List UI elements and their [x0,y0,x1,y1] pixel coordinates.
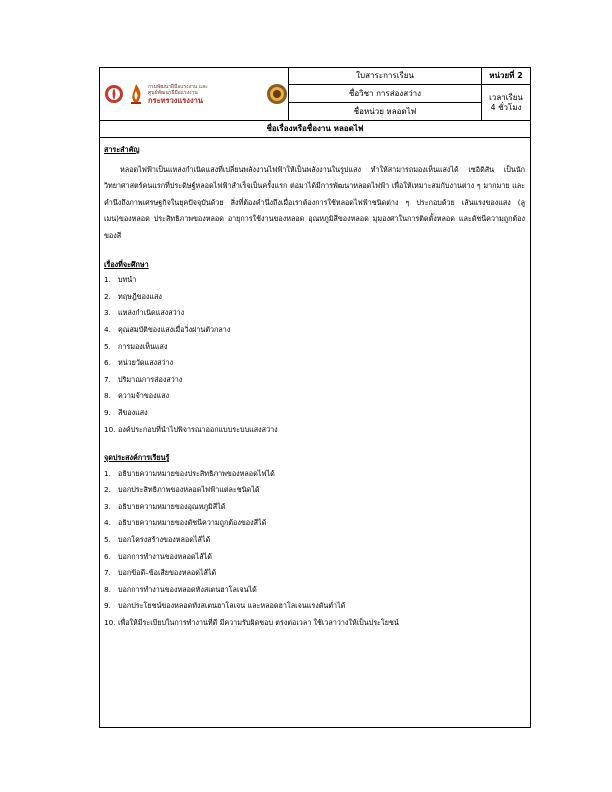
list-item: 7. บอกข้อดี–ข้อเสียของหลอดไส้ได้ [104,568,217,578]
essence-heading: สาระสำคัญ [104,145,140,154]
objectives-list [104,466,525,632]
list-item: 4. อธิบายความหมายของดัชนีความถูกต้องของสีได้ [104,518,267,528]
list-item: 1. บทนำ [104,275,137,285]
labour-ministry-flame-icon [128,82,144,106]
subject-name: ชื่อวิชา การส่องสว่าง [288,84,482,103]
ministry-logo-group [104,82,288,106]
list-item: 9. สีของแสง [104,407,148,417]
doc-title: ใบสาระการเรียน [288,67,482,85]
ministry-text [148,84,208,105]
list-item: 6. บอกการทำงานของหลอดไส้ได้ [104,551,212,561]
study-time [481,84,531,121]
time-label: เวลาเรียน [489,93,523,103]
unit-name: ชื่อหน่วย หลอดไฟ [288,102,482,121]
list-item: 5. การมองเห็นแสง [104,341,168,351]
list-item: 7. ปริมาณการส่องสว่าง [104,374,183,384]
ministry-name: กระทรวงแรงงาน [148,95,203,105]
list-item: 2. ทฤษฎีของแสง [104,291,162,301]
list-item: 6. หน่วยวัดแสงสว่าง [104,358,174,368]
list-item: 5. บอกโครงสร้างของหลอดไส้ได้ [104,535,211,545]
ministry-line-1: กรมพัฒนาฝีมือแรงงาน และ [148,83,208,90]
list-item: 1. อธิบายความหมายของประสิทธิภาพของหลอดไฟได้ [104,468,275,478]
list-item: 8. บอกการทำงานของหลอดทังสเตนฮาโลเจนได้ [104,584,257,594]
topics-list [104,272,525,438]
list-item: 4. คุณสมบัติของแสงเมื่อวิ่งผ่านตัวกลาง [104,324,231,334]
list-item: 3. อธิบายความหมายของอุณหภูมิสีได้ [104,501,226,511]
essence-paragraph: หลอดไฟฟ้าเป็นแหล่งกำเนิดแสงที่เปลี่ยนพลังงานไฟฟ้าให้เป็นพลังงานในรูปแสง ทำให้สามารถมองเห็นแสงได้ เซอิดิสัน เป็นนักวิทยาศาสตร์คนแรกที่ประดิษฐ์หลอดไฟฟ้าสำเร็จเป็นครั้งแรก ต่อมาได้มีการพัฒนาหลอดไฟฟ้า เพื่อให้เหมาะสมกับงานต่าง ๆ มากมาย และคำนึงถึงภาพเศรษฐกิจในยุคปัจจุบันด้วย สิ่งที่ต้องคำนึงถึงเมื่อเราต้องการใช้หลอดไฟฟ้าชนิดต่าง ๆ ประกอบด้วย เส้นแรงของแสง (ลูเมน)ของหลอด ประสิทธิภาพของหลอด อายุการใช้งานของหลอด อุณหภูมิสีของหลอด มุมองศาในการติดตั้งหลอด และดัชนีความถูกต้องของสี [104,164,525,240]
topic-title: ชื่อเรื่องหรือชื่องาน หลอดไฟ [99,120,531,138]
objectives-heading: จุดประสงค์การเรียนรู้ [104,453,170,463]
list-item: 2. บอกประสิทธิภาพของหลอดไฟฟ้าแต่ละชนิดได้ [104,485,260,495]
list-item: 10. องค์ประกอบที่นำไปพิจารณาออกแบบระบบแสงสว่าง [104,424,278,434]
document-body [104,143,525,632]
list-item: 10. เพื่อให้มีระเบียบในการทำงานที่ดี มีความรับผิดชอบ ตรงต่อเวลา ใช้เวลาว่างให้เป็นประโยชน์ [104,618,399,628]
list-item: 3. แหล่งกำเนิดแสงสว่าง [104,308,185,318]
logo-cell [99,67,289,121]
topics-heading: เรื่องที่จะศึกษา [104,259,149,269]
unit-number: หน่วยที่ 2 [481,67,531,85]
dsd-emblem-icon [104,82,124,106]
time-value: 4 ชั่วโมง [490,102,522,112]
institute-seal-icon [266,83,288,105]
list-item: 9. บอกประโยชน์ของหลอดทังสเตนฮาโลเจน และหลอดฮาโลเจนแรงดันต่ำได้ [104,601,346,611]
ministry-line-2: ศูนย์พัฒนาฝีมือแรงงาน [148,89,198,96]
list-item: 8. ความจ้าของแสง [104,391,170,401]
